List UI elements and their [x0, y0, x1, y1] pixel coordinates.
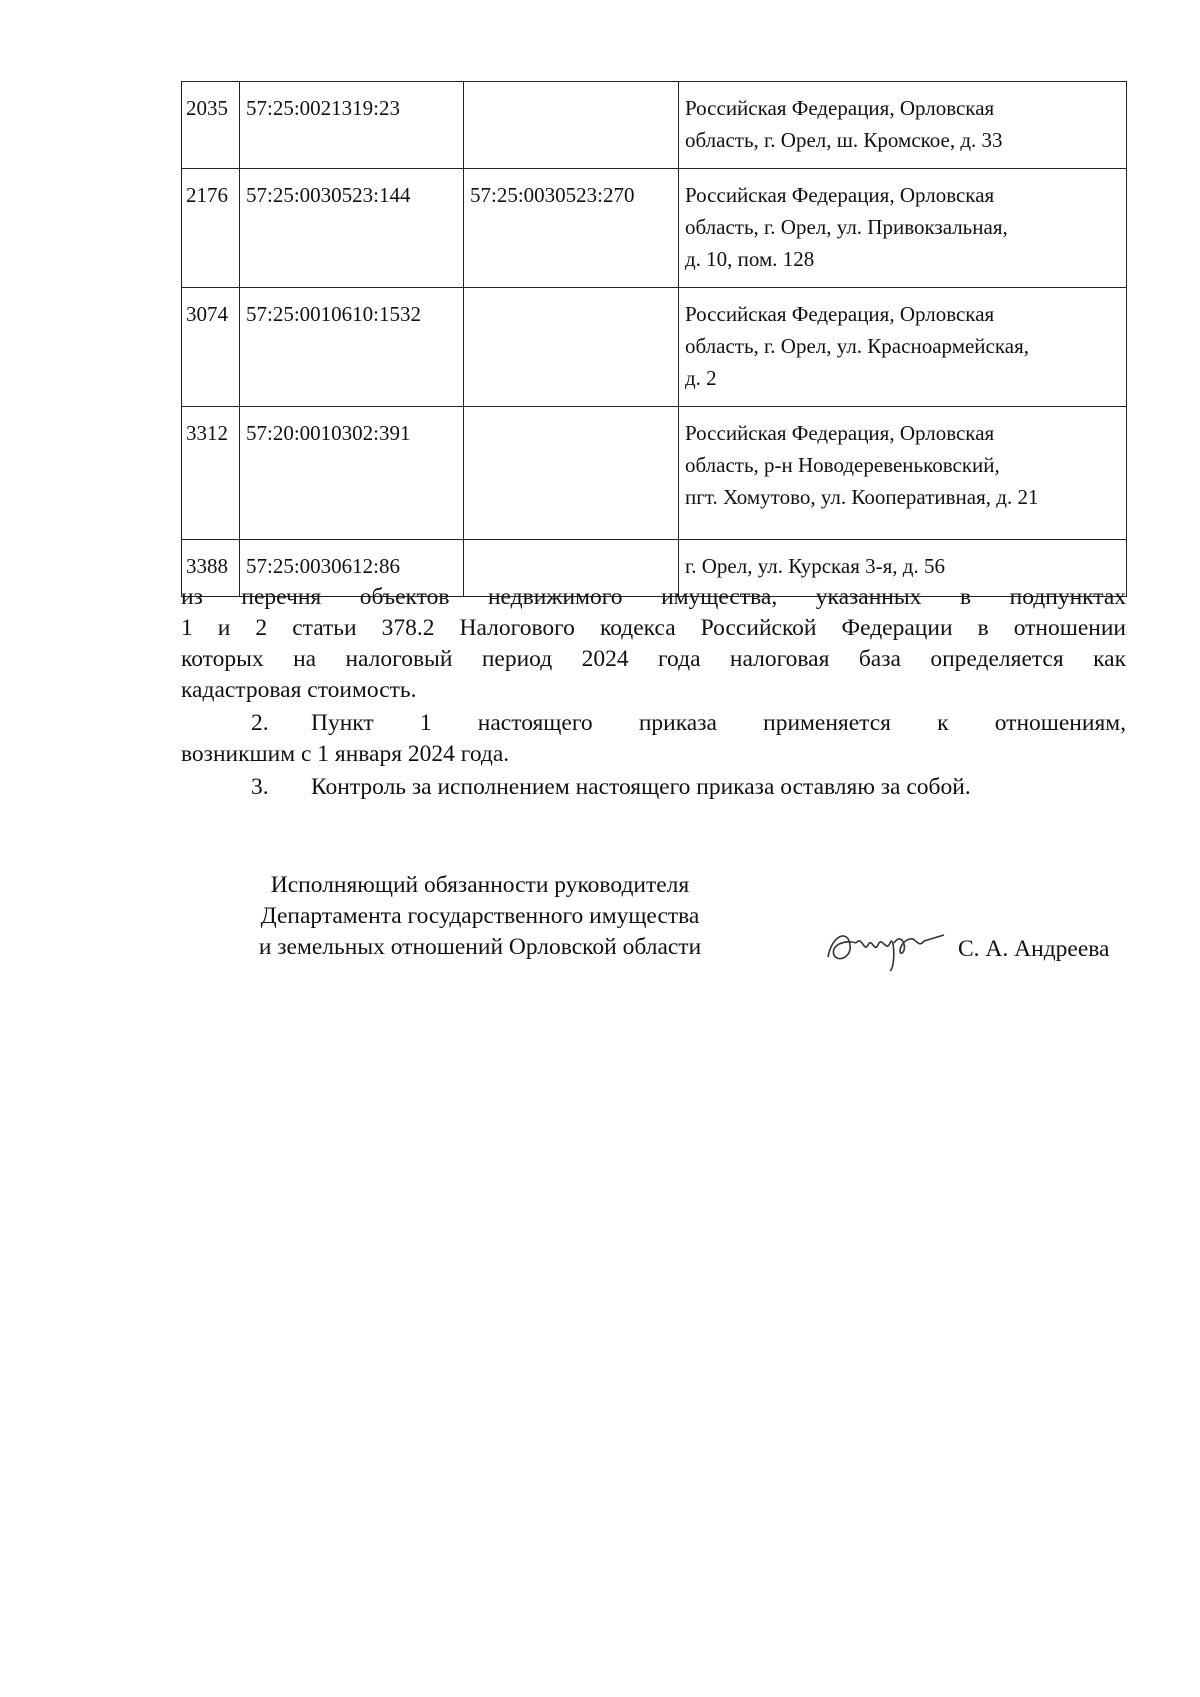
- address-line: Российская Федерация, Орловская: [685, 302, 995, 326]
- position-line: и земельных отношений Орловской области: [258, 934, 702, 960]
- address-cell: [679, 82, 1127, 169]
- address-line: область, г. Орел, ш. Кромское, д. 33: [685, 128, 1003, 152]
- address-line: д. 10, пом. 128: [685, 247, 815, 271]
- position-line: Департамента государственного имущества: [260, 903, 700, 929]
- address-cell: [679, 169, 1127, 288]
- address-cell: [679, 407, 1127, 540]
- address-line: пгт. Хомутово, ул. Кооперативная, д. 21: [685, 485, 1039, 509]
- paragraph-line: из перечня объектов недвижимого имущества, указанных в подпунктах: [181, 584, 1126, 610]
- paragraph-line: [181, 708, 1126, 739]
- handwritten-signature: [820, 905, 950, 985]
- clause-text: Контроль за исполнением настоящего приказа оставляю за собой.: [311, 774, 971, 800]
- cadastral-number-cell: 57:20:0010302:391: [240, 407, 464, 540]
- table-row: [182, 407, 1127, 540]
- row-number-cell: 3312: [182, 407, 240, 540]
- address-line: Российская Федерация, Орловская: [685, 183, 995, 207]
- parent-cadastral-cell: 57:25:0030523:270: [464, 169, 679, 288]
- parent-cadastral-cell: [464, 407, 679, 540]
- address-line: д. 2: [685, 366, 717, 390]
- address-line: область, р-н Новодеревеньковский,: [685, 453, 1000, 477]
- address-line: г. Орел, ул. Курская 3-я, д. 56: [685, 554, 945, 578]
- row-number-cell: 2176: [182, 169, 240, 288]
- position-line: Исполняющий обязанности руководителя: [270, 872, 690, 898]
- exclusion-paragraph: [181, 582, 1126, 706]
- row-number-cell: 3388: [182, 540, 240, 597]
- property-table: [181, 81, 1127, 597]
- cadastral-number-cell: 57:25:0030523:144: [240, 169, 464, 288]
- address-line: Российская Федерация, Орловская: [685, 421, 995, 445]
- address-cell: [679, 288, 1127, 407]
- clause-2-paragraph: [181, 708, 1126, 770]
- table-row: [182, 288, 1127, 407]
- signatory-position: [200, 870, 760, 963]
- table-row: [182, 82, 1127, 169]
- signer-name: С. А. Андреева: [958, 936, 1110, 962]
- clause-number: 3.: [251, 774, 269, 800]
- paragraph-line: 1 и 2 статьи 378.2 Налогового кодекса Российской Федерации в отношении: [181, 615, 1126, 641]
- row-number-cell: 3074: [182, 288, 240, 407]
- address-line: область, г. Орел, ул. Привокзальная,: [685, 215, 1008, 239]
- parent-cadastral-cell: [464, 288, 679, 407]
- cadastral-number-cell: 57:25:0010610:1532: [240, 288, 464, 407]
- address-line: область, г. Орел, ул. Красноармейская,: [685, 334, 1029, 358]
- row-number-cell: 2035: [182, 82, 240, 169]
- table-row: [182, 169, 1127, 288]
- address-line: Российская Федерация, Орловская: [685, 96, 995, 120]
- paragraph-line: кадастровая стоимость.: [181, 677, 417, 703]
- parent-cadastral-cell: [464, 82, 679, 169]
- clause-3-paragraph: [181, 772, 1126, 803]
- paragraph-line: возникшим с 1 января 2024 года.: [181, 741, 510, 767]
- clause-text: Пункт 1 настоящего приказа применяется к отношениям,: [311, 710, 1126, 736]
- cadastral-number-cell: 57:25:0021319:23: [240, 82, 464, 169]
- paragraph-line: которых на налоговый период 2024 года налоговая база определяется как: [181, 646, 1126, 672]
- cadastral-number-cell: 57:25:0030612:86: [240, 540, 464, 597]
- clause-number: 2.: [251, 710, 269, 736]
